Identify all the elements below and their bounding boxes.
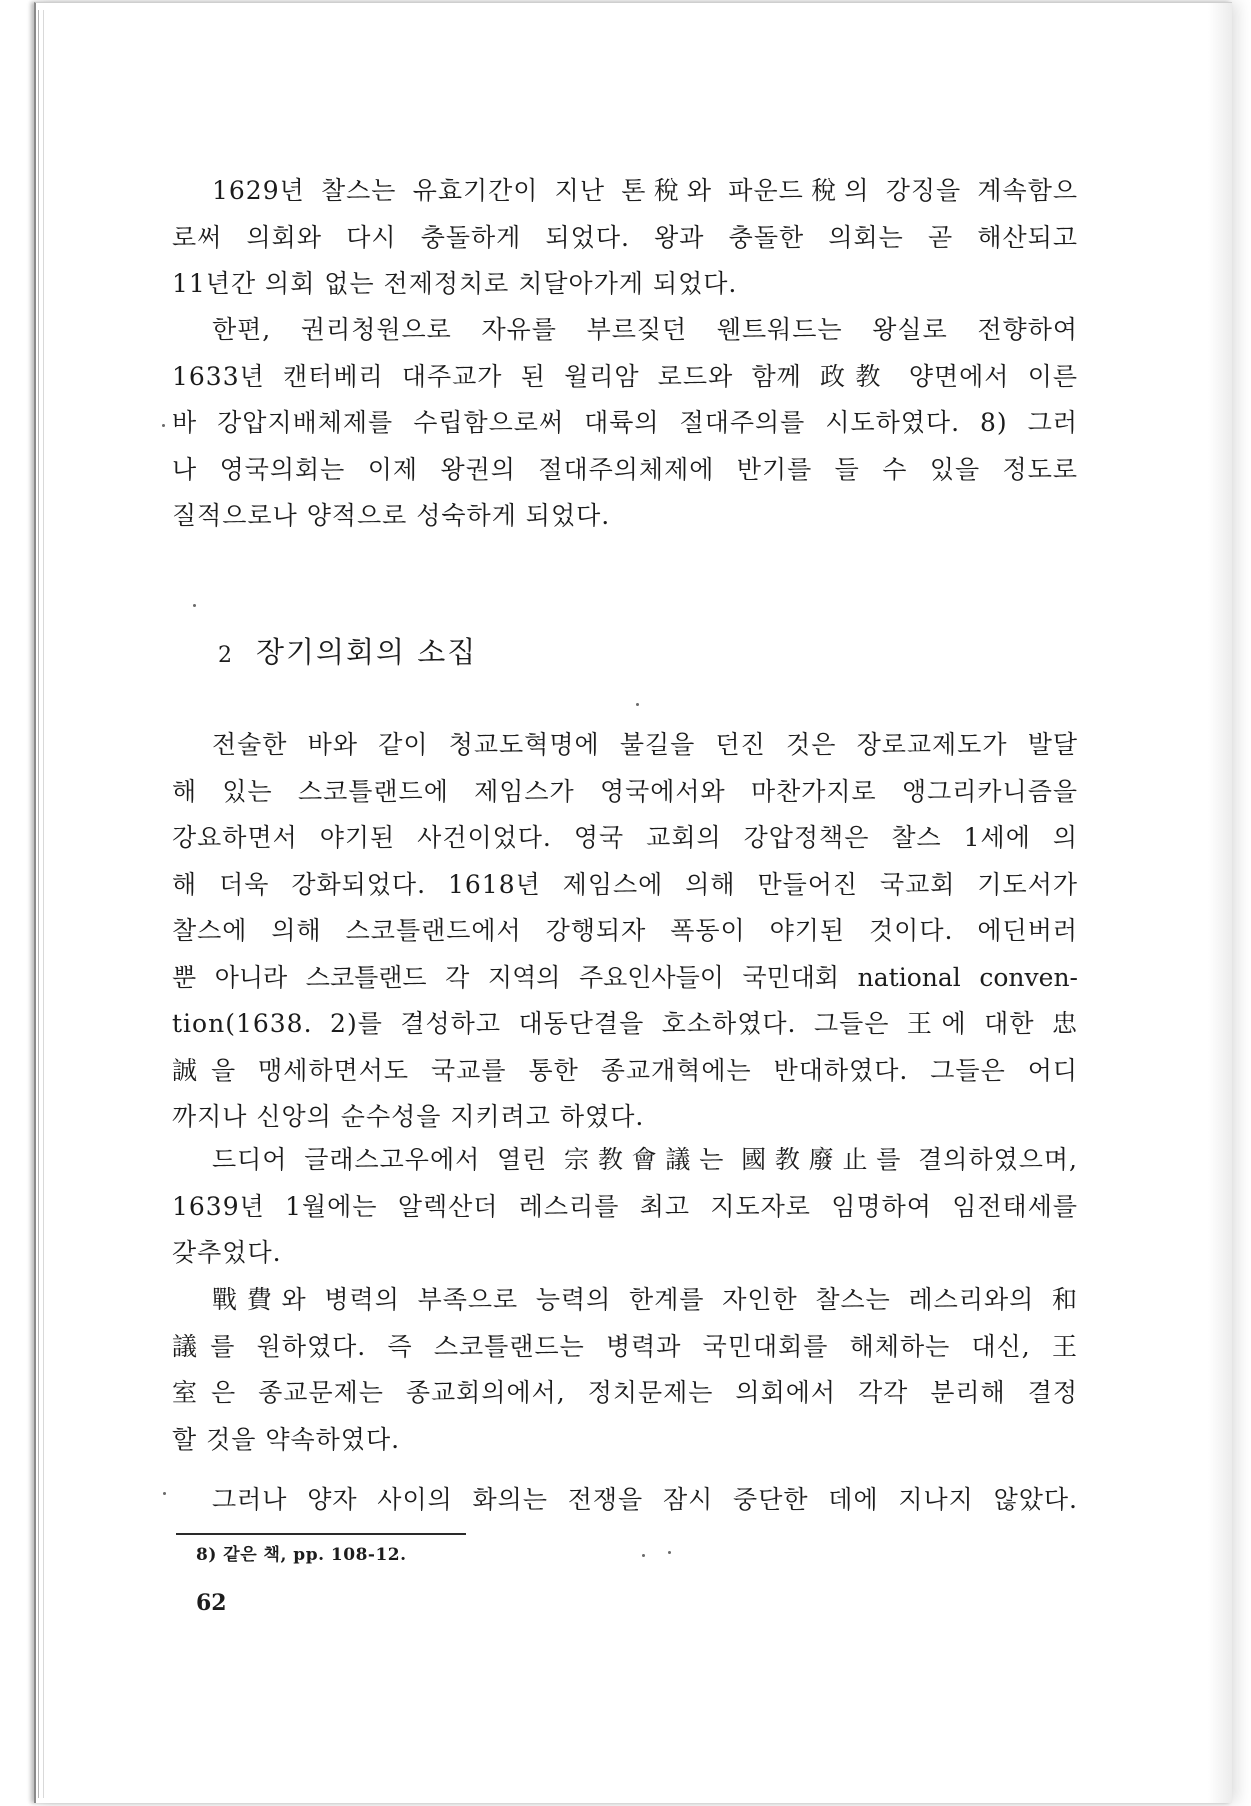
page-binding-edge (38, 10, 44, 1798)
paragraph-6-line-1: 그러나 양자 사이의 화의는 전쟁을 잠시 중단한 데에 지나지 않았다. (212, 1485, 1078, 1514)
paragraph-5-line-3: 室은 종교문제는 종교회의에서, 정치문제는 의회에서 각각 분리해 결정 (172, 1378, 1078, 1407)
paragraph-5-line-1: 戰費와 병력의 부족으로 능력의 한계를 자인한 찰스는 레스리와의 和 (212, 1285, 1078, 1314)
scan-speck (163, 1492, 166, 1495)
section-heading (218, 630, 477, 671)
paragraph-1-line-1: 1629년 찰스는 유효기간이 지난 톤稅와 파운드稅의 강징을 계속함으 (212, 176, 1078, 205)
footnote-8: 8) 같은 책, pp. 108-12. (196, 1545, 407, 1565)
paragraph-2-line-3: 바 강압지배체제를 수립함으로써 대륙의 절대주의를 시도하였다. 8) 그러 (172, 408, 1078, 437)
scan-speck (636, 703, 639, 706)
scan-speck (642, 1554, 645, 1557)
paragraph-3-line-2: 해 있는 스코틀랜드에 제임스가 영국에서와 마찬가지로 앵그리카니즘을 (172, 776, 1078, 806)
paragraph-4-line-1: 드디어 글래스고우에서 열린 宗教會議는 國教廢止를 결의하였으며, (212, 1145, 1078, 1174)
paragraph-3-line-5: 찰스에 의해 스코틀랜드에서 강행되자 폭동이 야기된 것이다. 에딘버러 (172, 916, 1078, 945)
paragraph-4 (172, 1137, 1078, 1277)
paragraph-3-line-6: 뿐 아니라 스코틀랜드 각 지역의 주요인사들이 국민대회 national conven- (172, 962, 1078, 992)
paragraph-3-line-3: 강요하면서 야기된 사건이었다. 영국 교회의 강압정책은 찰스 1세에 의 (172, 823, 1078, 852)
paragraph-6 (186, 1477, 1078, 1524)
paragraph-3-line-9: 까지나 신앙의 순수성을 지키려고 하였다. (172, 1102, 645, 1131)
scan-speck (193, 604, 196, 607)
section-title: 장기의회의 소집 (256, 635, 478, 669)
paragraph-3-line-1: 전술한 바와 같이 청교도혁명에 불길을 던진 것은 장로교제도가 발달 (212, 730, 1078, 759)
paragraph-1 (172, 168, 1078, 308)
paragraph-2 (172, 307, 1078, 540)
paragraph-5-line-2: 議를 원하였다. 즉 스코틀랜드는 병력과 국민대회를 해체하는 대신, 王 (172, 1331, 1078, 1361)
scan-speck (162, 424, 165, 427)
paragraph-3-line-4: 해 더욱 강화되었다. 1618년 제임스에 의해 만들어진 국교회 기도서가 (172, 869, 1078, 899)
footnote-divider (176, 1533, 466, 1535)
section-number: 2 (218, 643, 234, 668)
paragraph-2-line-2: 1633년 캔터베리 대주교가 된 윌리암 로드와 함께 政教 양면에서 이른 (172, 361, 1078, 391)
paragraph-1-line-2: 로써 의회와 다시 충돌하게 되었다. 왕과 충돌한 의회는 곧 해산되고 (172, 222, 1078, 252)
paragraph-5-line-4: 할 것을 약속하였다. (172, 1424, 401, 1454)
page-right-shade (1208, 3, 1232, 1803)
paragraph-3-line-7: tion(1638. 2)를 결성하고 대동단결을 호소하였다. 그들은 王에 대한 忠 (172, 1009, 1078, 1038)
paragraph-5 (172, 1277, 1078, 1463)
paragraph-3-line-8: 誠을 맹세하면서도 국교를 통한 종교개혁에는 반대하였다. 그들은 어디 (172, 1055, 1078, 1085)
paragraph-2-line-1: 한편, 권리청원으로 자유를 부르짖던 웬트워드는 왕실로 전향하여 (212, 315, 1078, 344)
paragraph-4-line-3: 갖추었다. (172, 1238, 282, 1267)
paragraph-4-line-2: 1639년 1월에는 알렉산더 레스리를 최고 지도자로 임명하여 임전태세를 (172, 1191, 1078, 1221)
paragraph-1-line-3: 11년간 의회 없는 전제정치로 치달아가게 되었다. (172, 269, 738, 298)
scan-speck (668, 1551, 671, 1554)
paragraph-2-line-4: 나 영국의회는 이제 왕권의 절대주의체제에 반기를 들 수 있을 정도로 (172, 454, 1078, 484)
paragraph-2-line-5: 질적으로나 양적으로 성숙하게 되었다. (172, 501, 611, 530)
paragraph-3 (172, 722, 1078, 1141)
page-number: 62 (196, 1590, 227, 1616)
